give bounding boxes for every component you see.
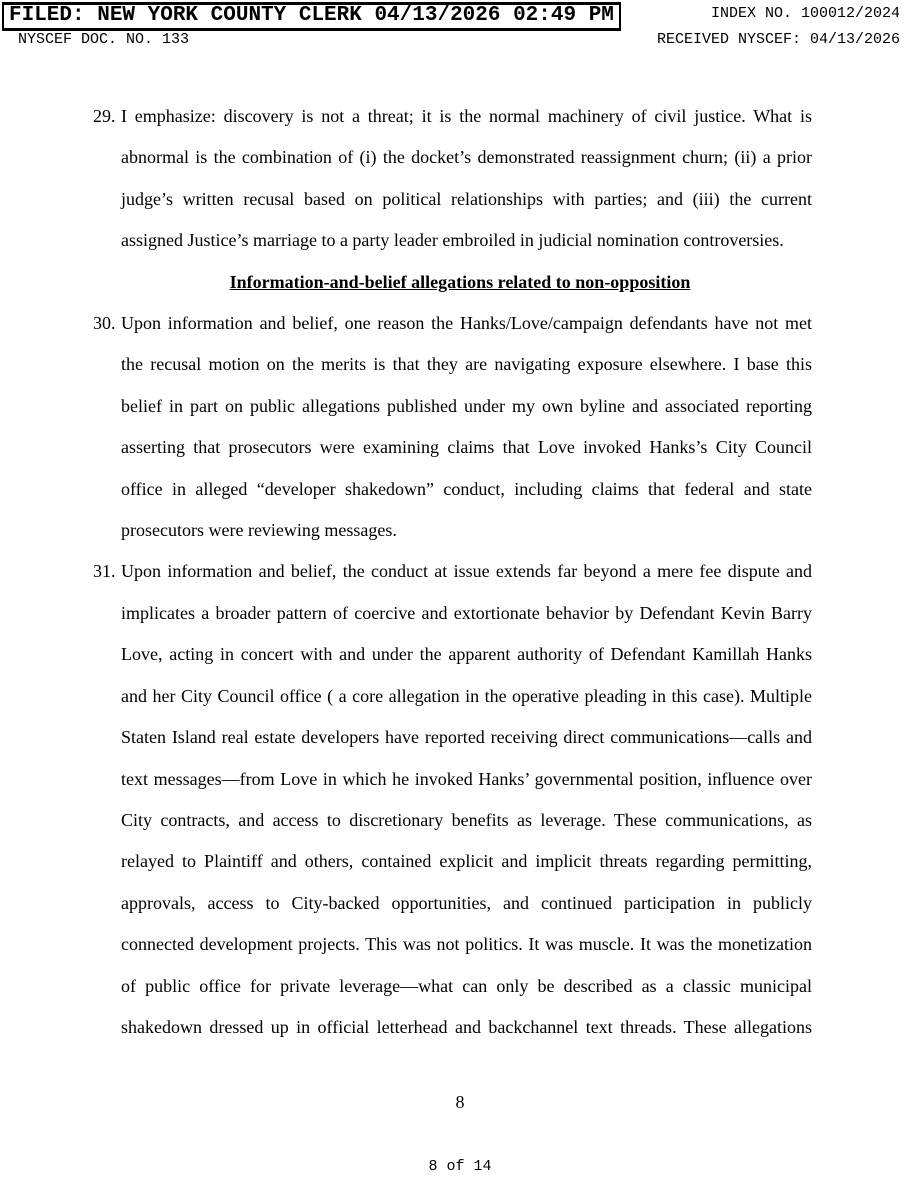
page-number: 8 (455, 1092, 465, 1112)
paragraph-text: Upon information and belief, one reason the Hanks/Love/campaign defendants have not met the recusal motion on the merits is that they are navigating exposure elsewhere. I base this belief in part on public allegations published under my own byline and associated reporting asserting that prosecutors were examining claims that Love invoked Hanks’s City Council office in alleged “developer shakedown” conduct, including claims that federal and state prosecutors were reviewing messages. (121, 313, 812, 541)
paragraph-text: Upon information and belief, the conduct at issue extends far beyond a mere fee dispute and implicates a broader pattern of coercive and extortionate behavior by Defendant Kevin Barry Love, acting in concert with and under the apparent authority of Defendant Kamillah Hanks and her City Council office ( a core allegation in the operative pleading in this case). Multiple Staten Island real estate developers have reported receiving direct communications—calls and text messages—from Love in which he invoked Hanks’ governmental position, influence over City contracts, and access to discretionary benefits as leverage. These communications, as relayed to Plaintiff and others, contained explicit and implicit threats regarding permitting, approvals, access to City-backed opportunities, and continued participation in publicly connected development projects. This was not politics. It was muscle. It was the monetization of public office for private leverage—what can only be described as a classic municipal shakedown dressed up in official letterhead and backchannel text threads. These allegations (121, 561, 812, 1037)
section-heading-text: Information-and-belief allegations related to non-opposition (229, 271, 691, 292)
nyscef-doc-number: NYSCEF DOC. NO. 133 (18, 31, 190, 48)
pagination-footer: 8 of 14 (428, 1158, 492, 1175)
index-number: INDEX NO. 100012/2024 (710, 5, 900, 22)
paragraph-number: 30. (93, 313, 116, 334)
numbered-paragraph-31 (93, 551, 812, 1048)
section-heading (93, 262, 812, 303)
paragraph-number: 29. (93, 106, 116, 126)
paragraph-text: I emphasize: discovery is not a threat; it is the normal machinery of civil justice. What is abnormal is the combination of (i) the docket’s demonstrated reassignment churn; (ii) a prior judge’s written recusal based on political relationships with parties; and (iii) the current assigned Justice’s marriage to a party leader embroiled in judicial nomination controversies. (121, 106, 812, 251)
affidavit-body (93, 96, 812, 1048)
numbered-paragraph-30 (93, 303, 812, 551)
numbered-paragraph-29 (93, 96, 812, 262)
filed-stamp: FILED: NEW YORK COUNTY CLERK 04/13/2026 02:49 PM (2, 2, 621, 31)
paragraph-number: 31. (93, 561, 116, 582)
received-date: RECEIVED NYSCEF: 04/13/2026 (656, 31, 900, 48)
